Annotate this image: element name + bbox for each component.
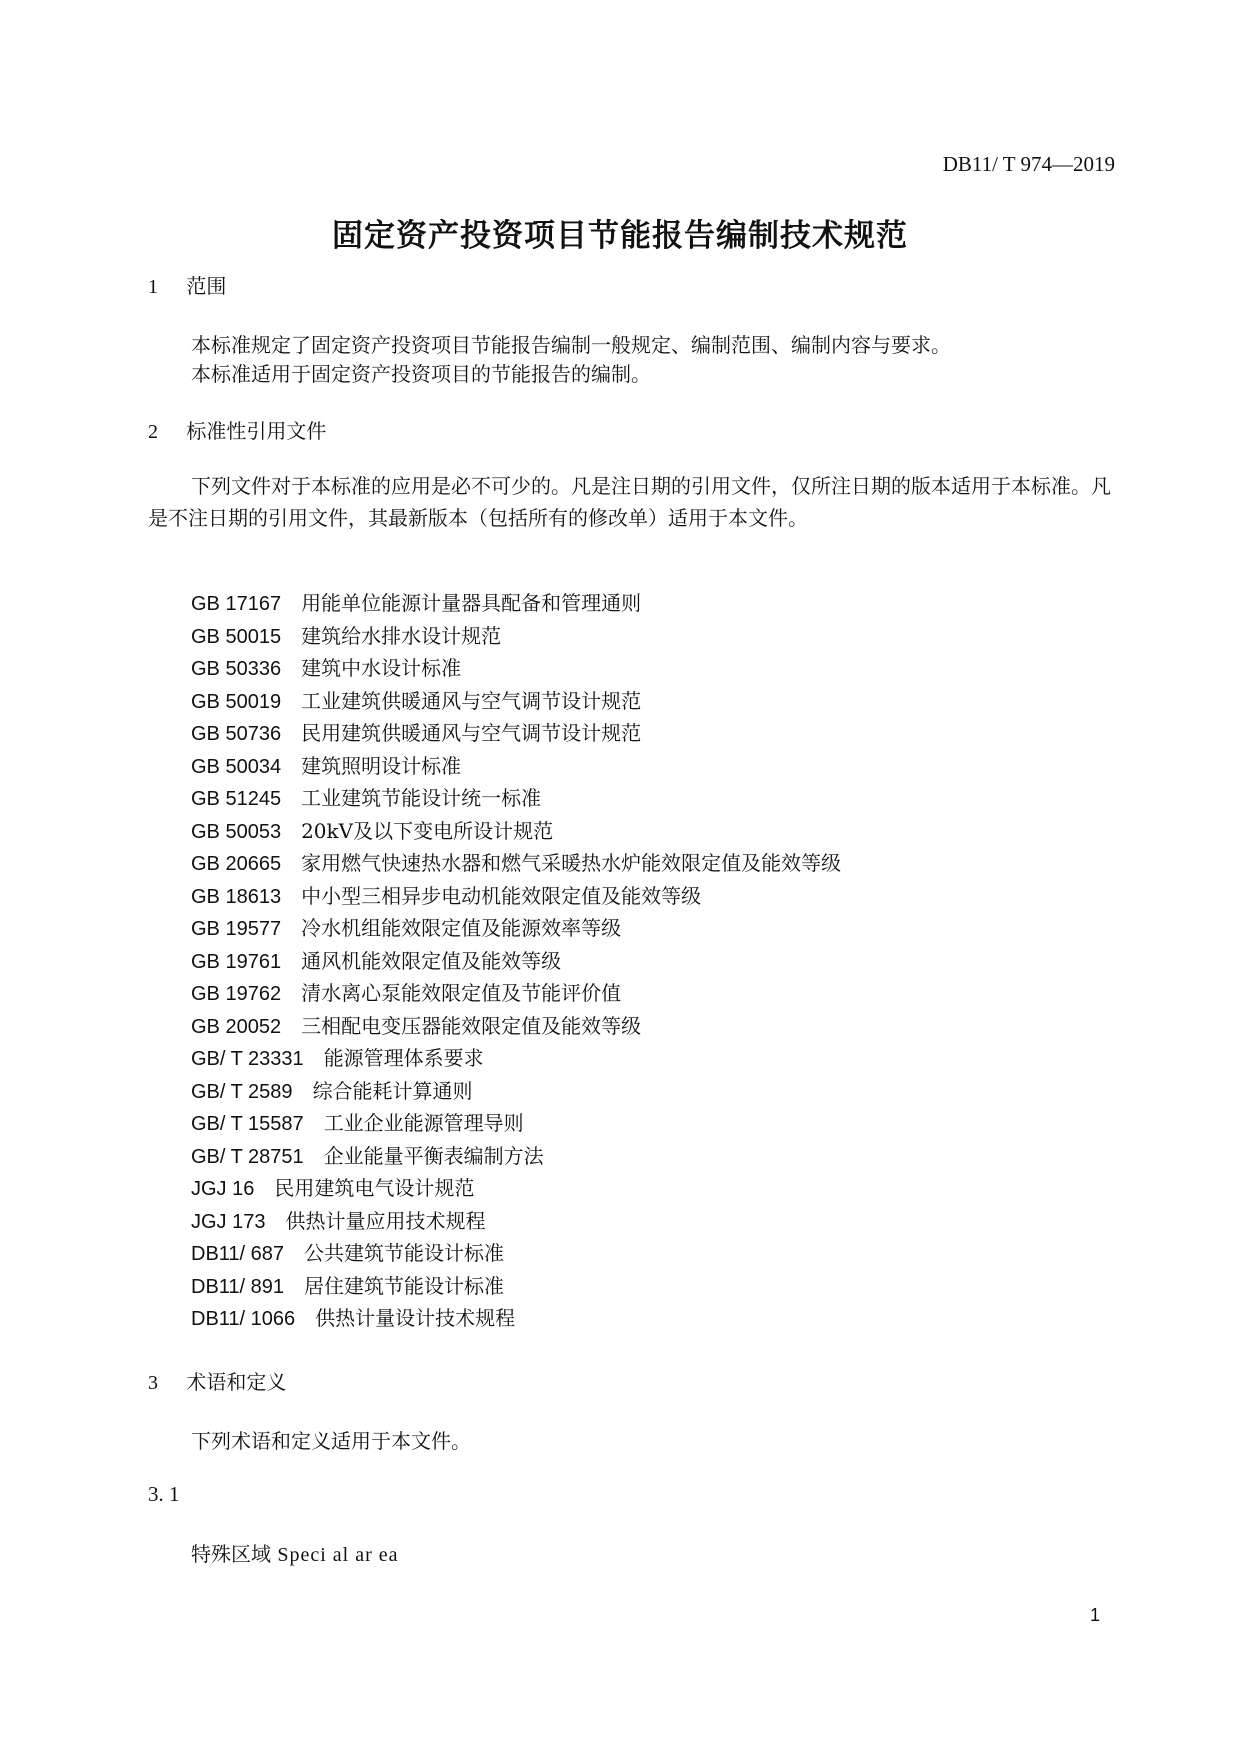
ref-code: DB11/ 891 [191,1275,285,1298]
ref-title: 冷水机组能效限定值及能源效率等级 [301,916,622,940]
ref-title: 民用建筑供暖通风与空气调节设计规范 [301,721,642,745]
ref-title: 供热计量应用技术规程 [285,1208,486,1233]
ref-code: GB 50034 [191,755,282,778]
ref-code: GB 19762 [191,983,282,1005]
list-item [191,847,841,880]
section-number: 3 [148,1372,158,1394]
ref-code: GB/ T 2589 [191,1080,293,1103]
ref-title: 工业建筑节能设计统一标准 [301,786,542,810]
ref-code: GB 19577 [191,918,282,940]
section-title: 术语和定义 [186,1370,287,1394]
section-2-heading [148,415,326,444]
ref-title: 通风机能效限定值及能效等级 [301,948,562,973]
ref-title: 工业建筑供暖通风与空气调节设计规范 [301,688,642,713]
ref-title: 三相配电变压器能效限定值及能效等级 [301,1013,642,1038]
list-item [191,1075,841,1108]
term-chinese: 特殊区域 [191,1542,271,1566]
list-item [191,1237,841,1270]
ref-code: GB 20052 [191,1015,282,1038]
ref-title: 建筑照明设计标准 [301,753,462,778]
section-title: 范围 [186,274,227,298]
document-number: DB11/ T 974—2019 [942,152,1115,176]
ref-code: GB/ T 28751 [191,1145,304,1168]
ref-title: 清水离心泵能效限定值及节能评价值 [301,981,622,1005]
list-item [191,1302,841,1335]
ref-title: 企业能量平衡表编制方法 [323,1143,544,1168]
ref-title: 20kV及以下变电所设计规范 [301,818,554,843]
list-item [191,1270,841,1303]
section-title: 标准性引用文件 [186,419,327,443]
list-item [191,977,841,1010]
list-item [191,587,841,620]
section-number: 1 [148,276,158,298]
list-item [191,945,841,978]
ref-code: GB 50736 [191,723,282,745]
ref-code: GB/ T 15587 [191,1113,304,1135]
list-item [191,1107,841,1140]
list-item [191,1172,841,1205]
section-3-heading [148,1366,286,1395]
ref-code: JGJ 173 [191,1210,266,1233]
ref-code: GB 18613 [191,885,282,908]
ref-title: 居住建筑节能设计标准 [304,1273,505,1298]
ref-title: 能源管理体系要求 [323,1046,484,1070]
clause-number: 3. 1 [148,1482,180,1506]
ref-title: 供热计量设计技术规程 [315,1306,516,1330]
ref-title: 民用建筑电气设计规范 [274,1176,475,1200]
ref-code: GB 50015 [191,625,282,648]
ref-title: 用能单位能源计量器具配备和管理通则 [301,591,642,615]
section-number: 2 [148,421,158,443]
terms-intro: 下列术语和定义适用于本文件。 [191,1429,471,1453]
list-item [191,685,841,718]
ref-title: 家用燃气快速热水器和燃气采暖热水炉能效限定值及能效等级 [301,851,842,875]
ref-title: 公共建筑节能设计标准 [304,1241,505,1265]
list-item [191,912,841,945]
list-item [191,1010,841,1043]
list-item [191,782,841,815]
ref-code: GB 20665 [191,853,282,875]
ref-code: GB 19761 [191,950,282,973]
ref-code: JGJ 16 [191,1178,255,1200]
ref-code: DB11/ 1066 [191,1308,296,1330]
list-item [191,652,841,685]
ref-code: GB 51245 [191,788,282,810]
normative-refs-intro: 下列文件对于本标准的应用是必不可少的。凡是注日期的引用文件，仅所注日期的版本适用于本标准。凡是不注日期的引用文件，其最新版本（包括所有的修改单）适用于本文件。 [148,474,1111,530]
ref-title: 中小型三相异步电动机能效限定值及能效等级 [301,883,702,908]
list-item [191,1042,841,1075]
list-item [191,815,841,848]
list-item [191,880,841,913]
ref-code: GB/ T 23331 [191,1048,304,1070]
list-item [191,750,841,783]
list-item [191,717,841,750]
list-item [191,1140,841,1173]
term-english: Speci al ar ea [277,1544,399,1566]
ref-title: 建筑中水设计标准 [301,656,462,680]
scope-paragraph-2: 本标准适用于固定资产投资项目的节能报告的编制。 [191,362,651,386]
ref-code: GB 17167 [191,593,282,615]
list-item [191,1205,841,1238]
ref-code: GB 50053 [191,820,282,843]
scope-paragraph-1: 本标准规定了固定资产投资项目节能报告编制一般规定、编制范围、编制内容与要求。 [191,333,951,357]
reference-list [191,587,841,1335]
ref-code: GB 50336 [191,658,282,680]
page-number: 1 [1089,1605,1100,1625]
term-entry [191,1538,399,1567]
page-title: 固定资产投资项目节能报告编制技术规范 [332,218,908,254]
ref-title: 综合能耗计算通则 [312,1078,473,1103]
ref-title: 工业企业能源管理导则 [323,1111,524,1135]
list-item [191,620,841,653]
section-1-heading [148,270,226,299]
ref-code: GB 50019 [191,690,282,713]
ref-title: 建筑给水排水设计规范 [301,623,502,648]
ref-code: DB11/ 687 [191,1243,285,1265]
